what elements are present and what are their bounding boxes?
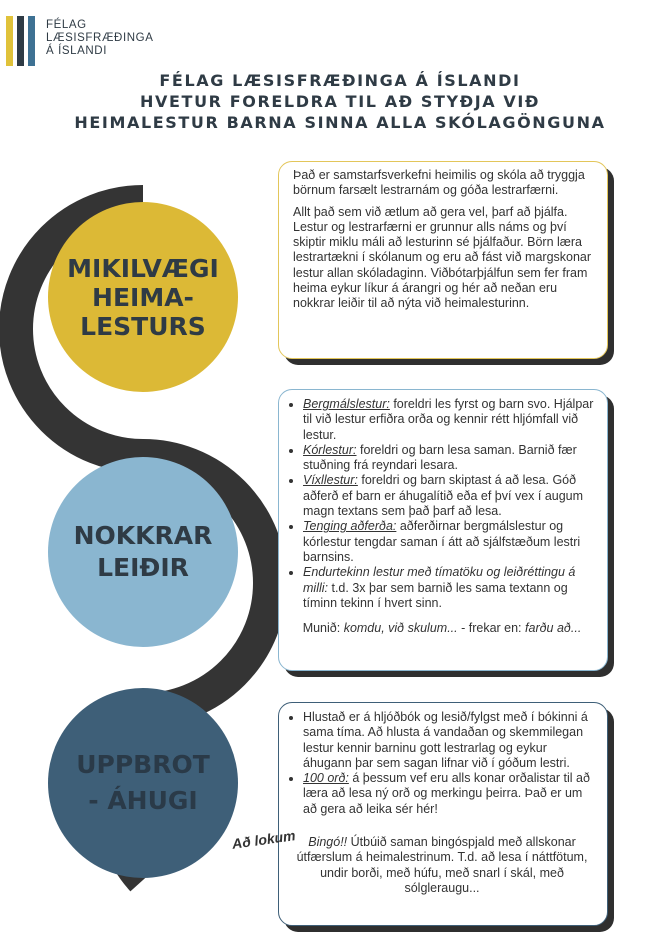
card-importance <box>278 161 608 359</box>
list-item <box>303 443 597 474</box>
term: Víxllestur: <box>303 473 358 488</box>
circle-text: - ÁHUGI <box>88 786 198 815</box>
description: Hlustað er á hljóðbók og lesið/fylgst með í bókinni á sama tíma. Að hlusta á vandaðan og skemmilegan lestur kennir barninu gott lestrarlag og eykur áhugann þar sem sagan lifnar við í góðum lestri. <box>303 710 588 770</box>
description: foreldri og barn skiptast á að lesa. Góð aðferð ef barn er áhugalítið eða ef því vex í augum magn textans sem það þarf að lesa. <box>303 473 584 519</box>
list-item <box>303 397 597 443</box>
term: Kórlestur: <box>303 442 357 457</box>
circle-text: UPPBROT <box>76 750 210 779</box>
logo-line: FÉLAG <box>46 19 87 31</box>
description: foreldri og barn lesa saman. Barnið fær stuðning frá reyndari lesara. <box>303 442 577 473</box>
title-line: HVETUR FORELDRA TIL AÐ STYÐJA VIÐ <box>140 92 540 111</box>
card-engagement <box>278 702 608 926</box>
card-methods <box>278 389 608 671</box>
term: 100 orð: <box>303 771 349 786</box>
aside-label: Að lokum <box>231 827 297 852</box>
circle-nokkrar-leidir <box>48 457 238 647</box>
list-item <box>303 473 597 519</box>
list-item <box>303 519 597 565</box>
logo-line: Á ÍSLANDI <box>46 45 108 57</box>
circle-uppbrot <box>48 688 238 878</box>
term: Endurtekinn lestur með tímatöku og leiðréttingu á milli: <box>303 565 576 595</box>
term: Tenging aðferða: <box>303 519 397 534</box>
remember-note: Munið: komdu, við skulum... - frekar en: farðu að... <box>302 621 582 636</box>
list-item <box>303 710 597 771</box>
methods-list <box>287 397 597 611</box>
paragraph: Það er samstarfsverkefni heimilis og skóla að tryggja börnum farsælt lestrarnám og góða lestrarfærni. <box>293 168 585 198</box>
title-line: FÉLAG LÆSISFRÆÐINGA Á ÍSLANDI <box>159 71 521 90</box>
circle-mikilvaegi <box>48 202 238 392</box>
logo-line: LÆSISFRÆÐINGA <box>46 32 154 44</box>
list-item <box>303 565 597 611</box>
engagement-list <box>287 710 597 817</box>
circle-text: MIKILVÆGI <box>67 253 219 283</box>
circle-text: HEIMA- <box>92 282 194 312</box>
description: á þessum vef eru alls konar orðalistar til að læra að lesa ný orð og merkingu þeirra. Það er um að gera að leika sér hér! <box>303 771 590 816</box>
title-line: HEIMALESTUR BARNA SINNA ALLA SKÓLAGÖNGUNA <box>74 113 606 132</box>
paragraph: Allt það sem við ætlum að gera vel, þarf að þjálfa. Lestur og lestrarfærni er grunnur alls náms og því skiptir miklu máli að lesturinn sé þjálfaður. Börn læra lestrartækni í skólanum og eru að fást við margskonar lestur allan skóladaginn. Viðbótarþjálfun sem fer fram heima eykur líkur á árangri og hér að neðan eru nokkrar leiðir til að nýta við heimalesturinn. <box>293 204 592 311</box>
bingo-note: Bingó!! Útbúið saman bingóspjald með allskonar útfærslum á heimalestrinum. T.d. að lesa í náttfötum, undir borði, með húfu, með snarl í skál, með sólgleraugu... <box>296 835 588 895</box>
description: foreldri les fyrst og barn svo. Hjálpar til við lestur erfiðra orða og kennir rétt hljómfall við lestur. <box>303 397 594 442</box>
term: Bergmálslestur: <box>303 397 390 411</box>
description: t.d. 3x þar sem barnið les sama textann og tíminn tekinn í hvert sinn. <box>303 580 568 610</box>
list-item <box>303 771 597 817</box>
circle-text: NOKKRAR <box>73 521 213 550</box>
circle-text: LESTURS <box>80 311 206 341</box>
description: aðferðirnar bergmálslestur og kórlestur tengdar saman í átt að sjálfstæðum lestri barnsins. <box>303 519 581 564</box>
circle-text: LEIÐIR <box>97 553 189 582</box>
